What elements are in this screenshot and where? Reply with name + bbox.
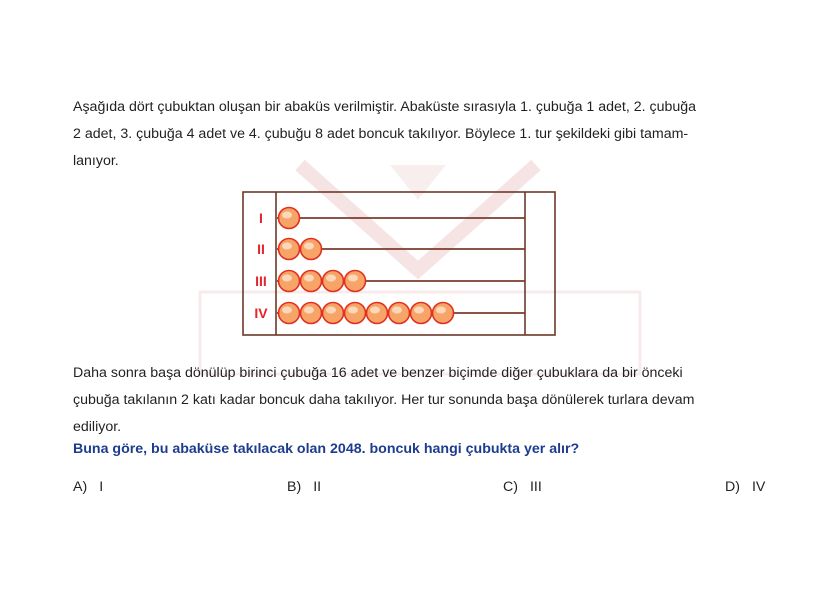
option-letter: B) <box>287 479 302 495</box>
option-value: III <box>529 479 542 495</box>
option-value: I <box>99 479 104 495</box>
rod-label: I <box>259 210 263 226</box>
bead-highlight <box>282 275 292 282</box>
bead-highlight <box>414 307 424 314</box>
bead-highlight <box>436 307 446 314</box>
bead-highlight <box>348 307 358 314</box>
bead-highlight <box>282 307 292 314</box>
bead-highlight <box>370 307 380 314</box>
option-letter: A) <box>73 479 88 495</box>
bead-highlight <box>348 275 358 282</box>
bead-highlight <box>282 212 292 219</box>
option-c[interactable] <box>503 479 542 495</box>
option-b[interactable] <box>287 479 321 495</box>
rod-4 <box>254 303 525 324</box>
bead-highlight <box>304 243 314 250</box>
rod-3 <box>255 271 525 292</box>
rod-label: II <box>257 241 265 257</box>
bead-highlight <box>304 307 314 314</box>
option-value: IV <box>751 479 766 495</box>
intro-line: Aşağıda dört çubuktan oluşan bir abaküs verilmiştir. Abaküste sırasıyla 1. çubuğa 1 adet, 2. çubuğa <box>73 99 697 115</box>
option-a[interactable] <box>73 479 103 495</box>
option-letter: C) <box>503 479 518 495</box>
rod-label: IV <box>254 305 268 321</box>
bead-highlight <box>326 307 336 314</box>
option-d[interactable] <box>725 479 765 495</box>
rod-label: III <box>255 273 267 289</box>
question-text: Buna göre, bu abaküse takılacak olan 2048. boncuk hangi çubukta yer alır? <box>73 441 580 457</box>
bead-highlight <box>282 243 292 250</box>
bead-highlight <box>326 275 336 282</box>
continuation-line: ediliyor. <box>73 419 122 435</box>
continuation-line: Daha sonra başa dönülüp birinci çubuğa 16 adet ve benzer biçimde diğer çubuklara da bir önceki <box>73 365 683 381</box>
rod-1 <box>259 208 525 229</box>
continuation-line: çubuğa takılanın 2 katı kadar boncuk daha takılıyor. Her tur sonunda başa dönülerek turlara devam <box>73 392 695 408</box>
option-letter: D) <box>725 479 740 495</box>
continuation-paragraph <box>73 360 773 441</box>
bead-highlight <box>304 275 314 282</box>
bead-highlight <box>392 307 402 314</box>
rod-2 <box>257 239 525 260</box>
option-value: II <box>313 479 322 495</box>
intro-line: 2 adet, 3. çubuğa 4 adet ve 4. çubuğu 8 adet boncuk takılıyor. Böylece 1. tur şekildeki gibi tamam- <box>73 126 689 142</box>
intro-line: lanıyor. <box>73 153 119 169</box>
